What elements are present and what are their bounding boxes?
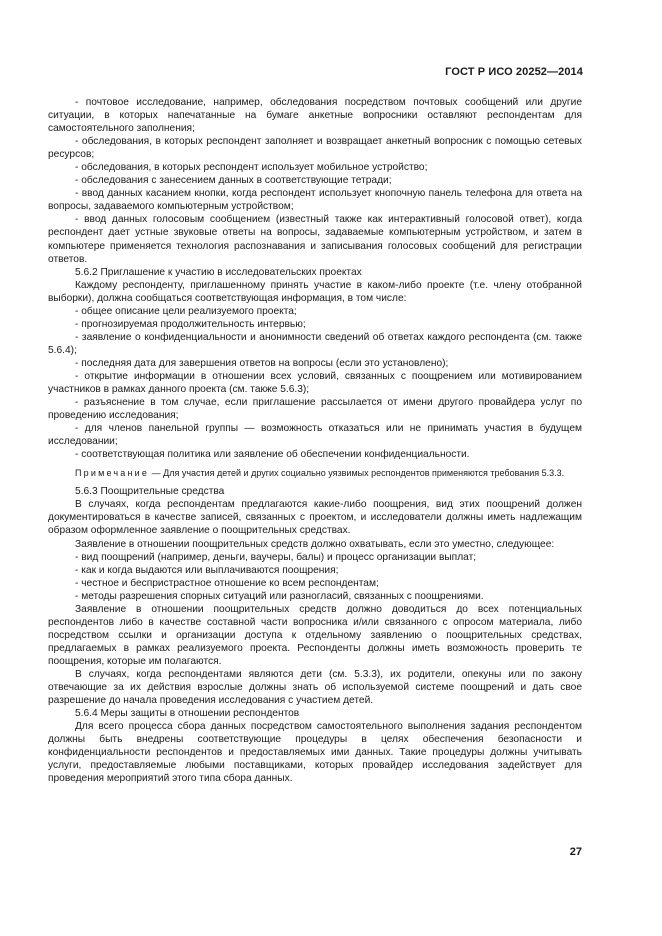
paragraph: - методы разрешения спорных ситуаций или разногласий, связанных с поощрениями. [75,590,484,602]
paragraph: - как и когда выдаются или выплачиваются поощрения; [75,564,339,576]
paragraph: - прогнозируемая продолжительность интервью; [75,318,306,330]
standard-header: ГОСТ Р ИСО 20252—2014 [445,66,583,78]
paragraph: - обследования с занесением данных в соответствующие тетради; [75,175,392,187]
document-body [48,96,582,785]
paragraph: В случаях, когда респондентами являются дети (см. 5.3.3), их родители, опекуны или по закону отвечающие за их действия взрослые должны знать об используемой системе поощрений и дать свое разрешение до начала проведения исследования с участием детей. [48,668,582,707]
paragraph: - заявление о конфиденциальности и анонимности сведений об ответах каждого респондента (см. также 5.6.4); [48,331,582,356]
paragraph: - открытие информации в отношении всех условий, связанных с поощрением или мотивированием участников в рамках данного проекта (см. также 5.6.3); [48,370,582,396]
paragraph: - разъяснение в том случае, если приглашение рассылается от имени другого провайдера услуг по проведению исследования; [48,397,582,422]
note [48,467,582,479]
paragraph: - последняя дата для завершения ответов на вопросы (если это установлено); [75,357,449,369]
section-heading-5-6-3: 5.6.3 Поощрительные средства [75,486,225,498]
paragraph: Для всего процесса сбора данных посредством самостоятельного выполнения задания респондентом должны быть внедрены соответствующие процедуры в целях обеспечения безопасности и конфиденциальности респондентов и предоставляемых ими данных. Такие процедуры должны учитывать услуги, предоставляемые любыми поставщиками, которых провайдер исследования задействует для проведения мероприятий этого типа сбора данных. [48,721,582,785]
paragraph: - соответствующая политика или заявление об обеспечении конфиденциальности. [75,449,470,461]
paragraph: - обследования, в которых респондент использует мобильное устройство; [75,162,428,174]
paragraph: - обследования, в которых респондент заполняет и возвращает анкетный вопросник с помощью сетевых ресурсов; [48,136,582,161]
paragraph: Заявление в отношении поощрительных средств должно охватывать, если это уместно, следующее: [75,538,555,550]
note-text: — Для участия детей и других социально уязвимых респондентов применяются требования 5.3.3. [149,468,565,479]
paragraph: Заявление в отношении поощрительных средств должно доводиться до всех потенциальных респондентов либо в качестве составной части вопросника и/или связанного с опросом материала, либо посредством ссылки и организации доступа к отдельному заявлению о поощрительных средствах, предлагаемых в рамках реализуемого проекта. Респонденты должны иметь возможность проверить те поощрения, которые им полагаются. [48,603,582,667]
paragraph: - честное и беспристрастное отношение ко всем респондентам; [75,577,379,589]
paragraph: - общее описание цели реализуемого проекта; [75,305,297,317]
paragraph: В случаях, когда респондентам предлагаются какие-либо поощрения, вид этих поощрений должен документироваться в качестве записей, связанных с проектом, и исследователи должны иметь надлежащим образом оформленное заявление о поощрительных средствах. [48,499,582,537]
paragraph: - для членов панельной группы — возможность отказаться или не принимать участия в будущем исследовании; [48,423,582,448]
note-label: Примечание [75,468,150,479]
page-number: 27 [569,846,582,858]
section-heading-5-6-2: 5.6.2 Приглашение к участию в исследовательских проектах [75,266,362,278]
paragraph: - ввод данных голосовым сообщением (известный также как интерактивный голосовой ответ), когда респондент дает устные звуковые ответы на вопросы, задаваемые компьютерным устройством, и затем в компьютере применяется технология распознавания и записывания голосовых сообщений для регистрации ответов. [48,214,582,265]
section-heading-5-6-4: 5.6.4 Меры защиты в отношении респондентов [75,708,300,720]
paragraph: - почтовое исследование, например, обследования посредством почтовых сообщений или другие ситуации, в которых напечатанные на бумаге анкетные вопросники оставляют респондентам для самостоятельного заполнения; [48,97,582,135]
paragraph: - ввод данных касанием кнопки, когда респондент использует кнопочную панель телефона для ответа на вопросы, задаваемого компьютерным устройством; [48,188,582,213]
paragraph: - вид поощрений (например, деньги, ваучеры, балы) и процесс организации выплат; [75,551,477,563]
paragraph: Каждому респонденту, приглашенному принять участие в каком-либо проекте (т.е. члену отобранной выборки), должна сообщаться соответствующая информация, в том числе: [48,279,582,304]
